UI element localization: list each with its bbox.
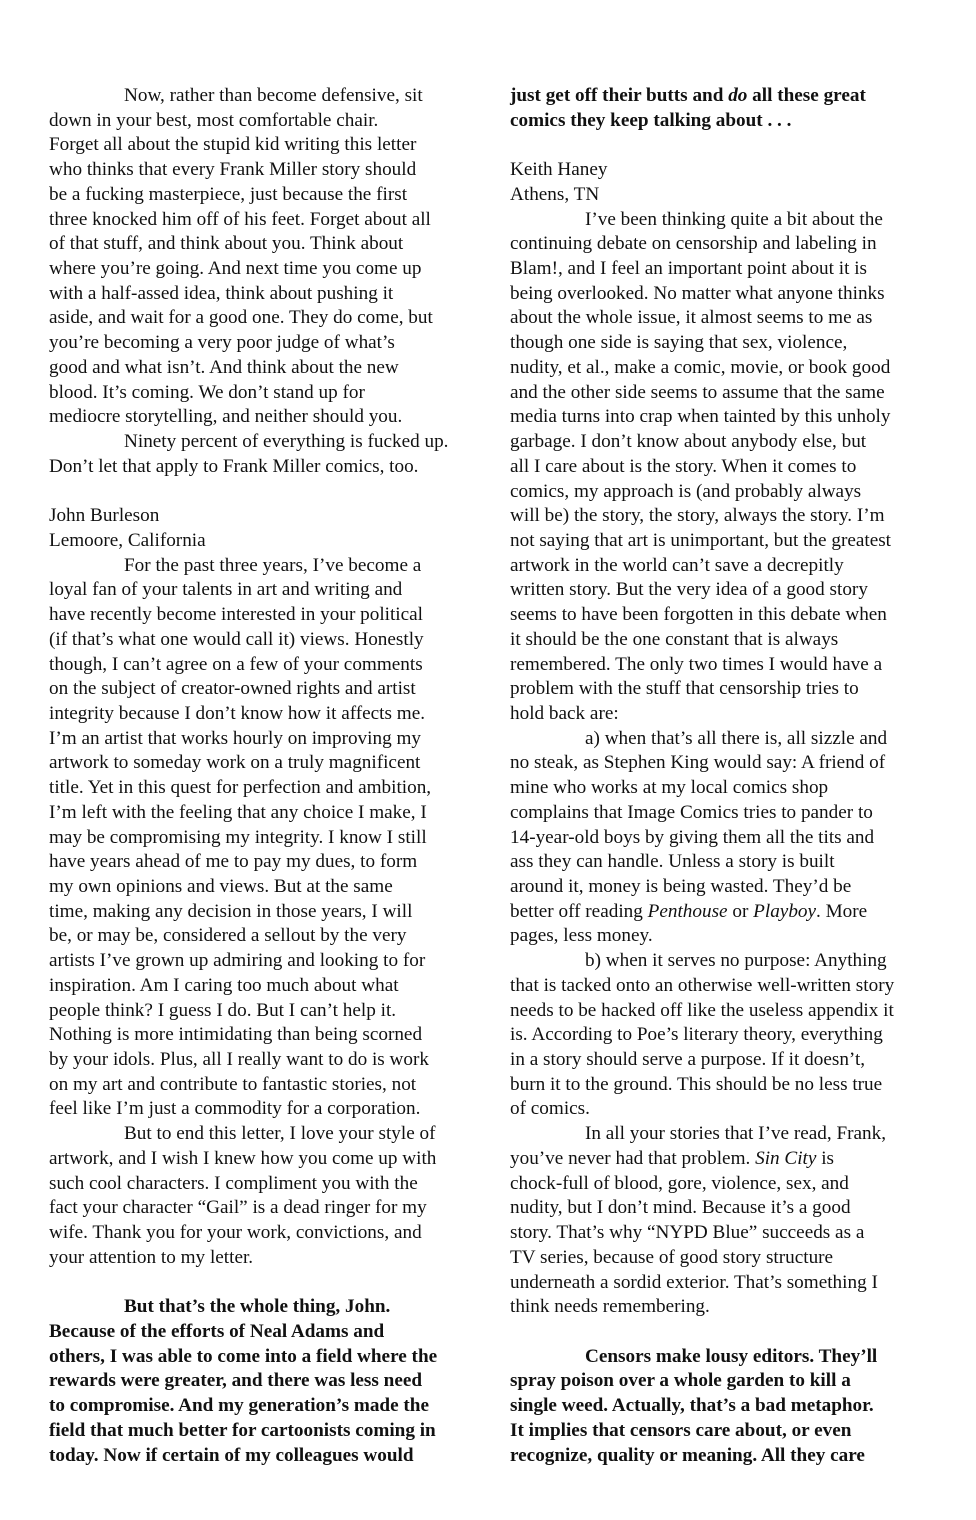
editor-reply-line: rewards were greater, and there was less need [49, 1370, 423, 1392]
letter-text-line: down in your best, most comfortable chair. [49, 109, 379, 131]
letter-text-line: of comics. [510, 1098, 590, 1120]
letter-text-line: hold back are: [510, 702, 619, 724]
paragraph-gap [510, 133, 950, 158]
letter-text-line: being overlooked. No matter what anyone thinks [510, 282, 885, 304]
letter-text-line: time, making any decision in those years, I will [49, 900, 413, 922]
right-column [510, 84, 950, 1468]
letter-text-line: seems to have been forgotten in this debate when [510, 604, 887, 626]
letter-text-line: blood. It’s coming. We don’t stand up for [49, 381, 365, 403]
left-column [49, 84, 489, 1468]
editor-reply-line: Censors make lousy editors. They’ll [585, 1345, 878, 1367]
letter-text-line: Don’t let that apply to Frank Miller comics, too. [49, 455, 419, 477]
letter-text-line: on the subject of creator-owned rights and artist [49, 678, 416, 700]
letter-text-line: Ninety percent of everything is fucked up. [124, 431, 449, 453]
letter-text-line: comics, my approach is (and probably always [510, 480, 862, 502]
letter-text-line: complains that Image Comics tries to pander to [510, 801, 873, 823]
paragraph-gap [510, 1320, 950, 1345]
letter-text-line: my own opinions and views. But at the same [49, 876, 393, 897]
editor-reply-line: comics they keep talking about . . . [510, 109, 792, 131]
letter-text-line: have years ahead of me to pay my dues, to form [49, 851, 418, 873]
letter-text-line: with a half-assed idea, think about pushing it [49, 282, 394, 304]
letter-text-line: I’m left with the feeling that any choice I make, I [49, 801, 427, 823]
letter-text-line: mine who works at my local comics shop [510, 777, 829, 799]
editor-reply-line: to compromise. And my generation’s made the [49, 1395, 429, 1417]
letter-text-line: John Burleson [49, 505, 160, 527]
editor-reply-line: single weed. Actually, that’s a bad metaphor. [510, 1395, 874, 1417]
letter-text-line: though, I can’t agree on a few of your comments [49, 653, 423, 675]
letter-text-line: For the past three years, I’ve become a [124, 554, 422, 576]
letter-text-line: (if that’s what one would call it) views. Honestly [49, 628, 424, 650]
letter-text-line: continuing debate on censorship and labeling in [510, 233, 877, 255]
letter-text-line: and the other side seems to assume that the same [510, 381, 885, 403]
letter-text-line: chock-full of blood, gore, violence, sex, and [510, 1172, 849, 1194]
letter-text-line: on my art and contribute to fantastic stories, not [49, 1073, 417, 1095]
letter-text-line: TV series, because of good story structure [510, 1246, 834, 1268]
letter-text-line: may be compromising my integrity. I know I still [49, 826, 427, 848]
letter-text-line: a) when that’s all there is, all sizzle and [585, 727, 888, 749]
letter-text-line: wife. Thank you for your work, convictions, and [49, 1222, 422, 1244]
letter-text-line: is. According to Poe’s literary theory, everything [510, 1024, 883, 1046]
letter-text-line [510, 1147, 950, 1172]
letter-text-line: all I care about is the story. When it comes to [510, 455, 857, 477]
letter-text-line: aside, and wait for a good one. They do come, but [49, 307, 433, 329]
letter-text-line: artwork, and I wish I knew how you come up with [49, 1147, 437, 1169]
letter-text-line: Athens, TN [510, 183, 600, 205]
letter-text-line: artists I’ve grown up admiring and looking to for [49, 950, 426, 972]
editor-reply-line: today. Now if certain of my colleagues would [49, 1444, 414, 1466]
letter-text-line: be, or may be, considered a sellout by the very [49, 925, 407, 947]
letter-text-line: problem with the stuff that censorship tries to [510, 678, 859, 700]
text-run: or [727, 900, 754, 922]
letter-text-line: where you’re going. And next time you come up [49, 258, 422, 280]
italic-title: do [728, 85, 748, 106]
editor-reply-line: spray poison over a whole garden to kill a [510, 1370, 851, 1392]
letter-text-line: underneath a sordid exterior. That’s something I [510, 1271, 878, 1293]
letter-text-line: artwork in the world can’t save a decrepitly [510, 554, 844, 576]
text-run: all these great [747, 85, 866, 106]
text-run: is [816, 1147, 834, 1169]
letter-text-line: But to end this letter, I love your style of [124, 1123, 436, 1145]
editor-reply-line: field that much better for cartoonists coming in [49, 1419, 436, 1441]
letter-text-line: artwork to someday work on a truly magnificent [49, 752, 421, 774]
letter-text-line: garbage. I don’t know about anybody else, but [510, 431, 867, 453]
italic-title: Penthouse [647, 900, 728, 922]
letter-text-line: Now, rather than become defensive, sit [124, 85, 423, 106]
letter-text-line: who thinks that every Frank Miller story should [49, 159, 417, 181]
letter-text-line: feel like I’m just a commodity for a corporation. [49, 1098, 421, 1120]
text-run: better off reading [510, 900, 648, 922]
letter-text-line: 14-year-old boys by giving them all the tits and [510, 826, 875, 848]
letter-text-line: ass they can handle. Unless a story is built [510, 851, 835, 873]
letter-text-line: Lemoore, California [49, 529, 206, 551]
letter-text-line: fact your character “Gail” is a dead ringer for my [49, 1197, 427, 1219]
editor-reply-line [510, 84, 950, 109]
letter-text-line: will be) the story, the story, always the story. I’m [510, 505, 885, 527]
editor-reply-line: It implies that censors care about, or even [510, 1419, 852, 1441]
italic-title: Playboy [753, 900, 817, 922]
letter-text-line: have recently become interested in your political [49, 604, 424, 626]
editor-reply-line: But that’s the whole thing, John. [124, 1296, 391, 1318]
letter-text-line: good and what isn’t. And think about the new [49, 356, 399, 378]
letter-text-line: that is tacked onto an otherwise well-written story [510, 974, 895, 996]
letter-text-line: think needs remembering. [510, 1296, 710, 1318]
letter-text-line: such cool characters. I compliment you with the [49, 1172, 418, 1194]
editor-reply-line: recognize, quality or meaning. All they care [510, 1444, 865, 1466]
letter-text-line: three knocked him off of his feet. Forget about all [49, 208, 431, 230]
letter-text-line: pages, less money. [510, 925, 653, 947]
letter-text-line: integrity because I don’t know how it affects me. [49, 702, 426, 724]
letter-text-line: Blam!, and I feel an important point about it is [510, 258, 868, 280]
text-run: just get off their butts and [510, 85, 729, 106]
letter-text-line: Nothing is more intimidating than being scorned [49, 1024, 423, 1046]
letter-text-line: I’ve been thinking quite a bit about the [585, 208, 883, 230]
letter-text-line: though one side is saying that sex, violence, [510, 332, 848, 354]
letter-text-line: Forget all about the stupid kid writing this letter [49, 134, 417, 156]
editor-reply-line: others, I was able to come into a field where the [49, 1345, 438, 1367]
letter-text-line: I’m an artist that works hourly on improving my [49, 727, 421, 749]
letter-text-line: mediocre storytelling, and neither should you. [49, 406, 403, 428]
letter-text-line: burn it to the ground. This should be no less true [510, 1073, 883, 1095]
letter-text-line [510, 900, 950, 925]
letter-text-line: media turns into crap when tainted by this unholy [510, 406, 891, 428]
letter-text-line: nudity, et al., make a comic, movie, or book good [510, 356, 891, 378]
letter-text-line: story. That’s why “NYPD Blue” succeeds as a [510, 1222, 865, 1244]
letter-text-line: loyal fan of your talents in art and writing and [49, 579, 403, 601]
letter-text-line: remembered. The only two times I would have a [510, 653, 883, 675]
letter-text-line: In all your stories that I’ve read, Frank, [585, 1123, 887, 1145]
letter-text-line: about the whole issue, it almost seems to me as [510, 307, 873, 329]
letter-text-line: you’re becoming a very poor judge of what’s [49, 332, 395, 354]
text-run: you’ve never had that problem. [510, 1147, 756, 1169]
letter-text-line: inspiration. Am I caring too much about what [49, 974, 399, 996]
letter-text-line: title. Yet in this quest for perfection and ambition, [49, 777, 432, 799]
letter-text-line: of that stuff, and think about you. Think about [49, 233, 404, 255]
letter-text-line: no steak, as Stephen King would say: A friend of [510, 752, 886, 774]
letter-text-line: your attention to my letter. [49, 1246, 254, 1268]
letter-text-line: it should be the one constant that is always [510, 628, 839, 650]
letter-text-line: written story. But the very idea of a good story [510, 579, 868, 601]
letter-text-line: needs to be hacked off like the useless appendix it [510, 999, 894, 1021]
letter-text-line: in a story should serve a purpose. If it doesn’t, [510, 1049, 866, 1071]
letter-text-line: be a fucking masterpiece, just because the first [49, 183, 408, 205]
letter-text-line: Keith Haney [510, 159, 608, 181]
letter-text-line: b) when it serves no purpose: Anything [585, 950, 887, 972]
text-run: . More [816, 900, 868, 922]
letter-text-line: around it, money is being wasted. They’d be [510, 876, 852, 897]
letter-text-line: people think? I guess I do. But I can’t help it. [49, 999, 397, 1021]
letter-text-line: nudity, but I don’t mind. Because it’s a good [510, 1197, 851, 1219]
paragraph-gap [49, 1271, 489, 1296]
letter-text-line: by your idols. Plus, all I really want to do is work [49, 1049, 429, 1071]
letter-text-line: not saying that art is unimportant, but the greatest [510, 529, 892, 551]
editor-reply-line: Because of the efforts of Neal Adams and [49, 1320, 385, 1342]
italic-title: Sin City [755, 1147, 817, 1169]
paragraph-gap [49, 480, 489, 505]
